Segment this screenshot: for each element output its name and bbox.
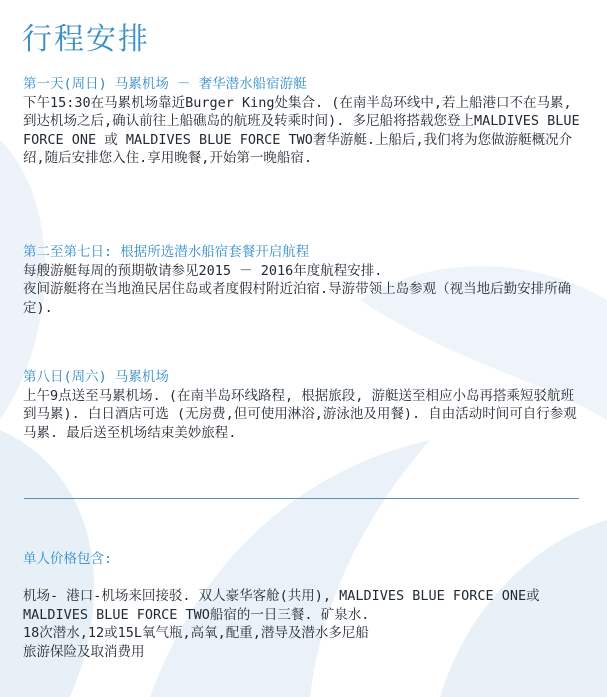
- price-includes-line-1: 机场- 港口-机场来回接驳. 双人豪华客舱(共用), MALDIVES BLUE FORCE ONE或 MALDIVES BLUE FORCE TWO船宿的一日三餐. 矿泉水.: [23, 588, 540, 623]
- days-two-to-seven-line-1: 每艘游艇每周的预期敬请参见2015 － 2016年度航程安排.: [23, 262, 383, 279]
- day-eight-body: 上午9点送至马累机场. (在南半岛环线路程, 根据旅段, 游艇送至相应小岛再搭乘短驳航班到马累). 白日酒店可选 (无房费,但可使用淋浴,游泳池及用餐). 自由活动时间可自行参观马累. 最后送至机场结束美妙旅程.: [23, 387, 577, 441]
- day-one-heading: 第一天(周日) 马累机场 － 奢华潜水船宿游艇: [23, 76, 307, 92]
- days-two-to-seven-line-2: 夜间游艇将在当地渔民居住岛或者度假村附近泊宿.导游带领上岛参观（视当地后勤安排所确定).: [23, 281, 572, 316]
- price-includes-line-3: 旅游保险及取消费用: [23, 643, 145, 660]
- price-includes-line-2: 18次潜水,12或15L氧气瓶,高氧,配重,潜导及潜水多尼船: [23, 625, 369, 641]
- price-includes-section: [23, 587, 583, 661]
- page-title: 行程安排: [22, 22, 150, 57]
- day-one-body: 下午15:30在马累机场靠近Burger King处集合. (在南半岛环线中,若上船港口不在马累,到达机场之后,确认前往上船礁岛的航班及转乘时间). 多尼船将搭载您登上MALDIVES BLUE FORCE ONE 或 MALDIVES BLUE FORCE TWO奢华游艇.上船后,我们将为您做游艇概况介绍,随后安排您入住.享用晚餐,开始第一晚船宿.: [23, 94, 580, 166]
- price-includes-heading: 单人价格包含:: [23, 551, 113, 567]
- day-eight-section: [23, 368, 583, 442]
- section-divider: [24, 498, 579, 499]
- days-two-to-seven-section: [23, 243, 583, 317]
- day-eight-heading: 第八日(周六) 马累机场: [23, 369, 169, 385]
- day-one-section: [23, 75, 583, 168]
- days-two-to-seven-heading: 第二至第七日: 根据所选潜水船宿套餐开启航程: [23, 244, 310, 260]
